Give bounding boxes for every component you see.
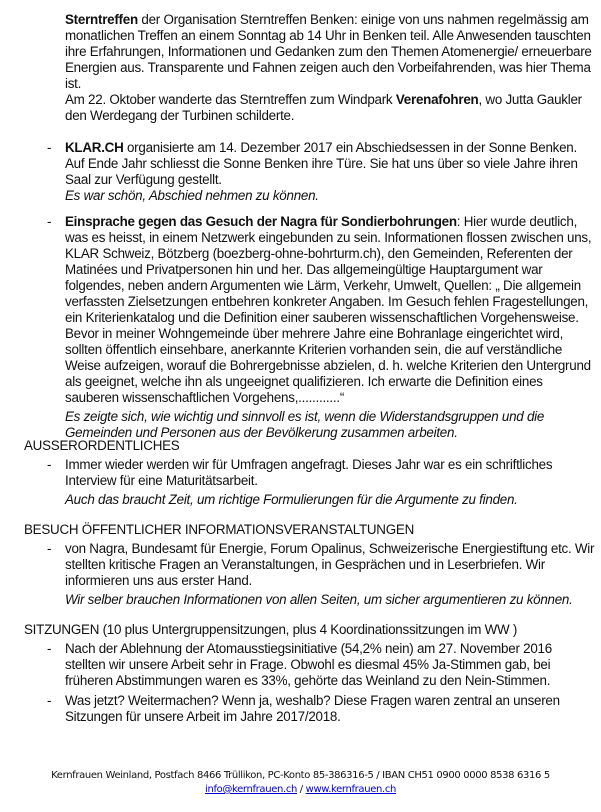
bullet-dash: -: [47, 541, 52, 556]
besuch-bullet: [47, 541, 595, 608]
besuch-text: von Nagra, Bundesamt für Energie, Forum Opalinus, Schweizerische Energiestiftung etc. Wir stellten kritische Fragen an Veranstaltungen, in Gesprächen und in Leserbriefen. Wir informieren uns aus erster Hand.: [65, 541, 595, 588]
klar-italic-note: Es war schön, Abschied nehmen zu können.: [65, 188, 319, 203]
sterntreffen-paragraph: [65, 12, 595, 124]
footer-address: Kernfrauen Weinland, Postfach 8466 Trüllikon, PC-Konto 85-386316-5 / IBAN CH51 0900 0000 8538 6316 5: [51, 770, 550, 781]
verenafohren-bold: Verenafohren: [395, 92, 479, 107]
einsprache-bullet: [47, 214, 595, 441]
besuch-italic-note: Wir selber brauchen Informationen von allen Seiten, um sicher argumentieren zu können.: [65, 592, 573, 607]
website-link[interactable]: www.kernfrauen.ch: [305, 784, 396, 795]
bullet-dash: -: [47, 693, 52, 708]
sitzungen-bullet-2: [47, 693, 595, 725]
klar-bold-lead: KLAR.CH: [65, 140, 124, 155]
ausserordentliches-italic-note: Auch das braucht Zeit, um richtige Formulierungen für die Argumente zu finden.: [65, 492, 518, 507]
heading-ausserordentliches: AUSSERORDENTLICHES: [24, 438, 180, 453]
sterntreffen-text: Sterntreffen der Organisation Sterntreffen Benken: einige von uns nahmen regelmässig am monatlichen Treffen an einem Sonntag ab 14 Uhr in Benken teil. Alle Anwesenden tauschten ihre Erfahrungen, Informationen und Gedanken zum den Themen Atomenergie/ erneuerbare Energien aus. Transparente und Fahnen zeigen auch den Vorbeifahrenden, was hier Thema ist.: [65, 12, 592, 91]
bullet-dash: -: [47, 214, 52, 229]
einsprache-bold-lead: Einsprache gegen das Gesuch der Nagra für Sondierbohrungen: [65, 214, 457, 229]
heading-besuch: BESUCH ÖFFENTLICHER INFORMATIONSVERANSTALTUNGEN: [24, 522, 414, 537]
bullet-dash: -: [47, 457, 52, 472]
klar-bullet: [47, 140, 595, 204]
klar-text: KLAR.CH organisierte am 14. Dezember 2017 ein Abschiedsessen in der Sonne Benken. Auf Ende Jahr schliesst die Sonne Benken ihre Türe. Sie hat uns über so viele Jahre ihren Saal zur Verfügung gestellt.: [65, 140, 578, 187]
ausserordentliches-bullet: [47, 457, 595, 508]
footer: [0, 769, 601, 797]
footer-links: [0, 783, 601, 797]
sitzungen-text-2: Was jetzt? Weitermachen? Wenn ja, weshalb? Diese Fragen waren zentral an unseren Sitzungen für unsere Arbeit im Jahre 2017/2018.: [65, 693, 560, 724]
einsprache-italic-note: Es zeigte sich, wie wichtig und sinnvoll es ist, wenn die Widerstandsgruppen und die Gemeinden und Personen aus der Bevölkerung zusammen arbeiten.: [65, 409, 545, 440]
sitzungen-text-1: Nach der Ablehnung der Atomausstiegsinitiative (54,2% nein) am 27. November 2016 stellten wir unsere Arbeit sehr in Frage. Obwohl es diesmal 45% Ja-Stimmen gab, bei früheren Abstimmungen waren es 33%, gehörte das Weinland zu den Nein-Stimmen.: [65, 641, 552, 688]
email-link[interactable]: info@kernfrauen.ch: [205, 784, 297, 795]
sterntreffen-bold-lead: Sterntreffen: [65, 12, 138, 27]
sitzungen-bullet-1: [47, 641, 595, 689]
heading-sitzungen: SITZUNGEN (10 plus Untergruppensitzungen, plus 4 Koordinationssitzungen im WW ): [24, 622, 518, 637]
einsprache-text: Einsprache gegen das Gesuch der Nagra für Sondierbohrungen: Hier wurde deutlich, was es heisst, in einem Netzwerk eingebunden zu sein. Informationen flossen zwischen uns, KLAR Schweiz, Bötzberg (boezberg-ohne-bohrturm.ch), den Gemeinden, Referenten der Matinées und Privatpersonen hin und her. Das allgemeingültige Hauptargument war folgendes, neben andern Argumenten wie Lärm, Verkehr, Umwelt, Quellen: „ Die allgemein verfassten Zielsetzungen entbehren konkreter Angaben. Im Gesuch fehlen Fragestellungen, ein Kriterienkatalog und die Definition einer sauberen wissenschaftlichen Vorgehensweise. Bevor in meiner Wohngemeinde über mehrere Jahre eine Bohranlage eingerichtet wird, sollten öffentlich einsehbare, anerkannte Kriterien vorhanden sein, die auf verständliche Weise aufzeigen, worauf die Bohrergebnisse abzielen, d. h. welche Kriterien den Untergrund als geeignet, welche ihn als ungeeignet qualifizieren. Ich erwarte die Definition eines sauberen wissenschaftlichen Vorgehens,............“: [65, 214, 592, 405]
bullet-dash: -: [47, 641, 52, 656]
windpark-text: Am 22. Oktober wanderte das Sterntreffen zum Windpark Verenafohren, wo Jutta Gaukler den Werdegang der Turbinen schilderte.: [65, 92, 582, 123]
footer-separator: /: [296, 784, 306, 795]
ausserordentliches-text: Immer wieder werden wir für Umfragen angefragt. Dieses Jahr war es ein schriftliches Interview für eine Maturitätsarbeit.: [65, 457, 553, 488]
bullet-dash: -: [47, 140, 52, 155]
